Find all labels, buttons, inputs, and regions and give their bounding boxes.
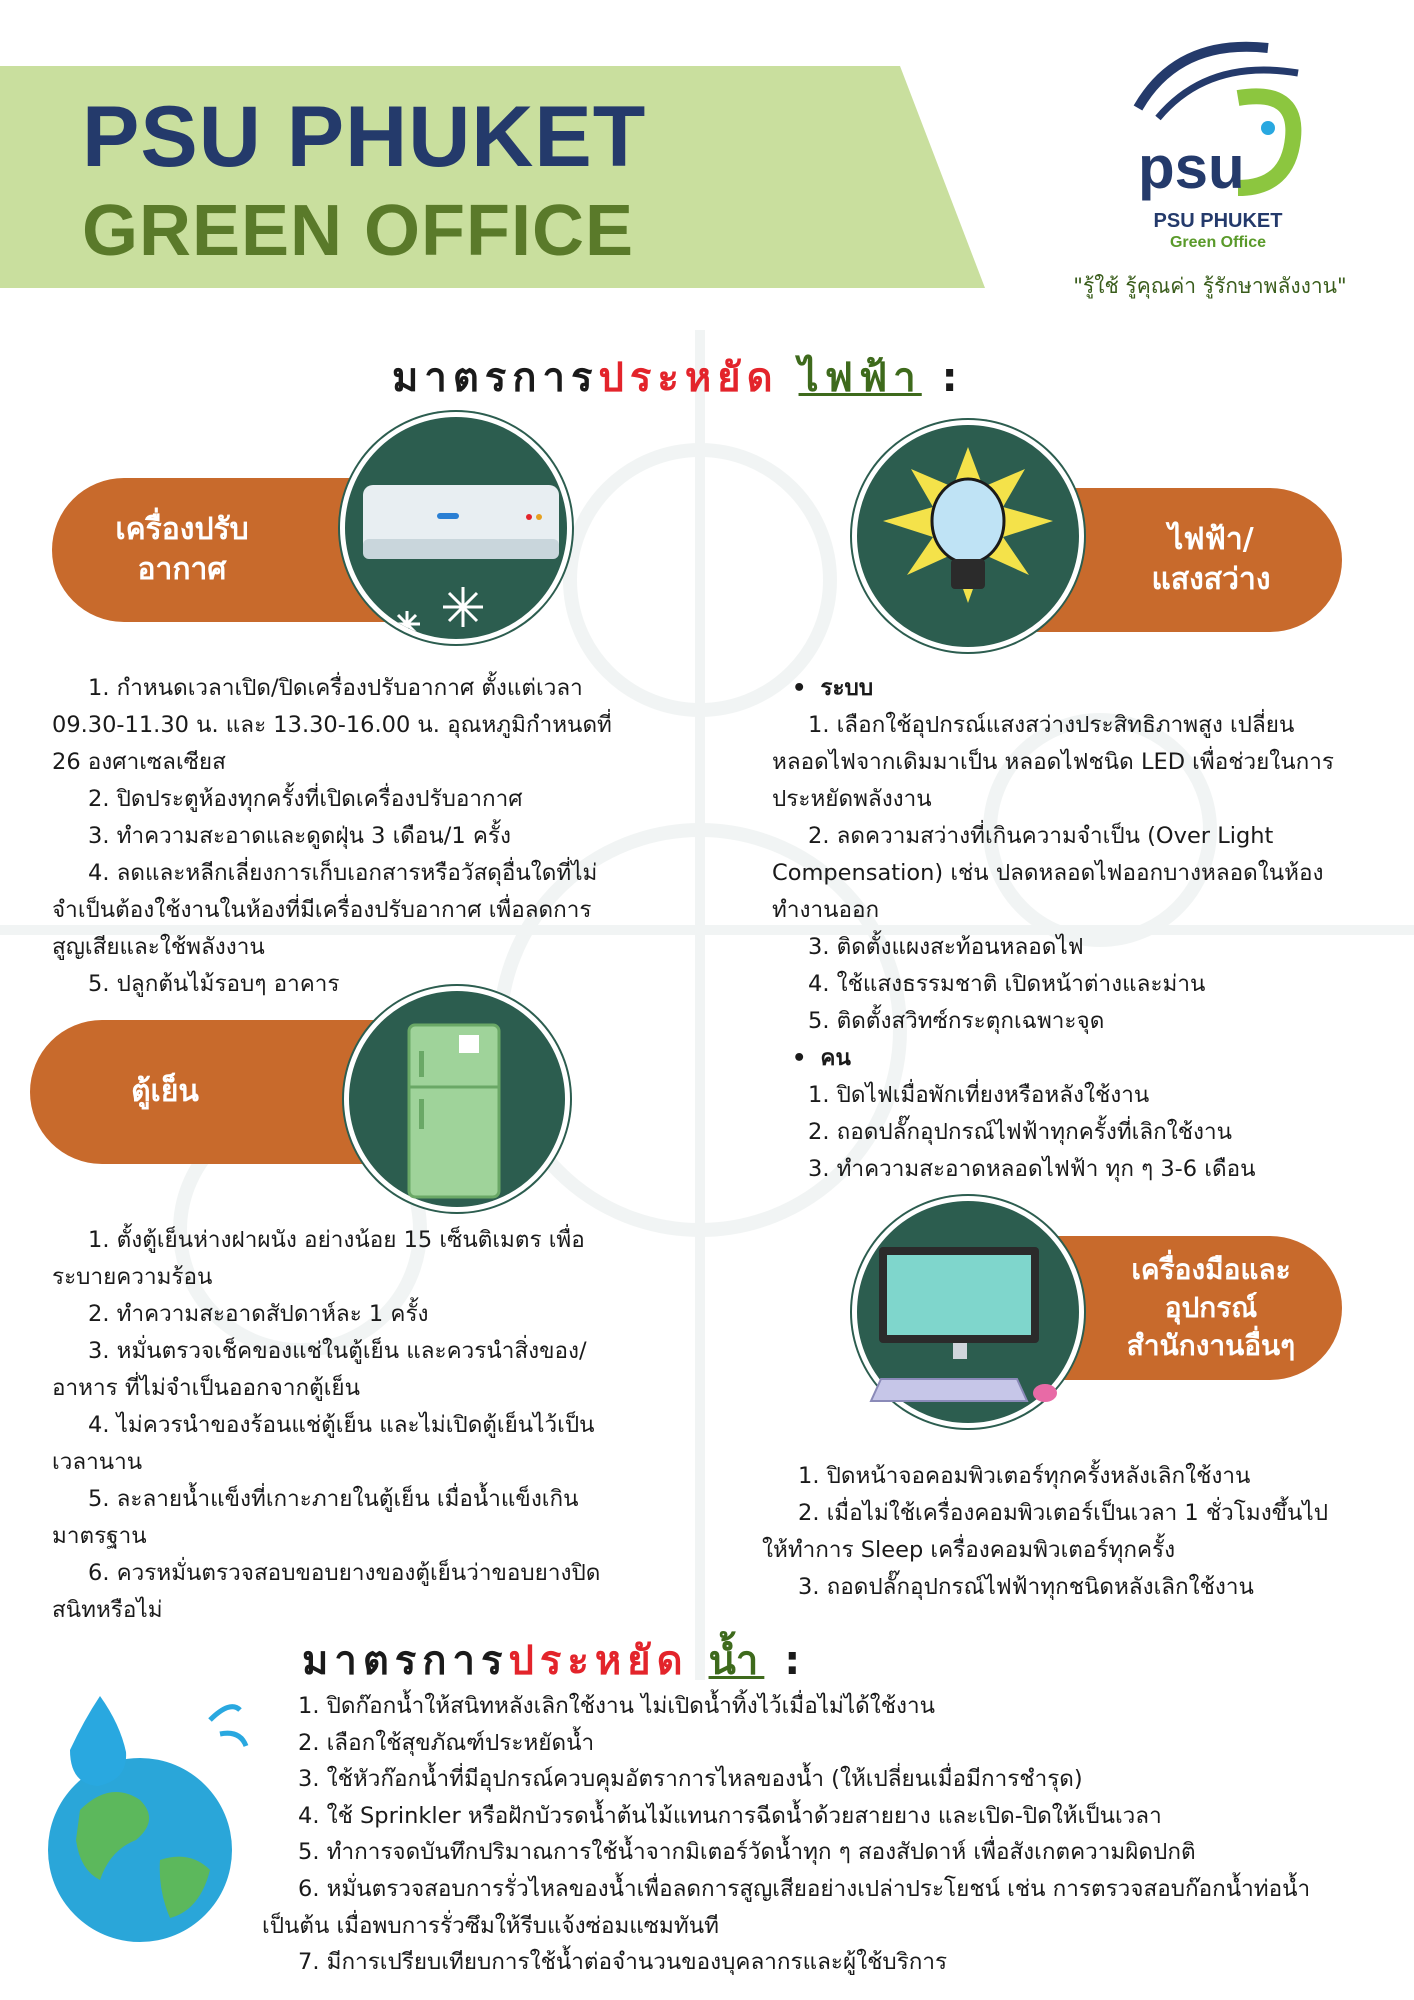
office-equipment-label: เครื่องมือและ อุปกรณ์ สำนักงานอื่นๆ	[880, 1236, 1342, 1380]
list-item: 3. ถอดปลั๊กอุปกรณ์ไฟฟ้าทุกชนิดหลังเลิกใช้งาน	[798, 1574, 1254, 1600]
air-conditioner-list	[52, 670, 622, 1003]
lighting-circle	[852, 420, 1084, 652]
refrigerator-label: ตู้เย็น	[30, 1020, 520, 1164]
slogan: "รู้ใช้ รู้คุณค่า รู้รักษาพลังงาน"	[1073, 274, 1347, 298]
air-conditioner-label: เครื่องปรับ อากาศ	[52, 478, 532, 622]
page-title-line2: GREEN OFFICE	[82, 191, 635, 271]
list-item: 1. ปิดไฟเมื่อพักเที่ยงหรือหลังใช้งาน	[808, 1082, 1150, 1108]
light-bulb-icon	[857, 425, 1079, 647]
electricity-heading: มาตรการประหยัด ไฟฟ้า :	[392, 355, 964, 401]
refrigerator-circle	[344, 986, 570, 1212]
list-item: 2. ลดความสว่างที่เกินความจำเป็น (Over Light Compensation) เช่น ปลดหลอดไฟออกบางหลอดในห้องทำงานออก	[772, 823, 1324, 923]
list-heading-system: • ระบบ	[772, 670, 1347, 707]
list-item: 1. เลือกใช้อุปกรณ์แสงสว่างประสิทธิภาพสูง เปลี่ยนหลอดไฟจากเดิมมาเป็น หลอดไฟชนิด LED เพื่อช่วยในการประหยัดพลังงาน	[772, 712, 1335, 812]
page-title-line1: PSU PHUKET	[82, 89, 647, 185]
list-item: 4. ลดและหลีกเลี่ยงการเก็บเอกสารหรือวัสดุอื่นใดที่ไม่จำเป็นต้องใช้งานในห้องที่มีเครื่องปรับอากาศ เพื่อลดการสูญเสียและใช้พลังงาน	[52, 860, 598, 960]
lighting-label: ไฟฟ้า/ แสงสว่าง	[880, 488, 1342, 632]
list-item: 4. ไม่ควรนำของร้อนแช่ตู้เย็น และไม่เปิดตู้เย็นไว้เป็นเวลานาน	[52, 1412, 595, 1475]
list-item: 7. มีการเปรียบเทียบการใช้น้ำต่อจำนวนของบุคลากรและผู้ใช้บริการ	[298, 1949, 948, 1976]
earth-water-drop-icon	[40, 1690, 250, 1950]
svg-text:psu: psu	[1138, 134, 1245, 201]
logo-text-green-office: Green Office	[1169, 234, 1267, 251]
computer-icon	[857, 1201, 1079, 1423]
list-item: 4. ใช้ Sprinkler หรือฝักบัวรดน้ำต้นไม้แทนการฉีดน้ำด้วยสายยาง และเปิด-ปิดให้เป็นเวลา	[298, 1802, 1162, 1829]
list-item: 5. ติดตั้งสวิทซ์กระตุกเฉพาะจุด	[808, 1008, 1105, 1034]
list-item: 2. ปิดประตูห้องทุกครั้งที่เปิดเครื่องปรับอากาศ	[88, 786, 523, 812]
office-equipment-circle	[852, 1196, 1084, 1428]
list-item: 1. ปิดก๊อกน้ำให้สนิทหลังเลิกใช้งาน ไม่เปิดน้ำทิ้งไว้เมื่อไม่ได้ใช้งาน	[298, 1693, 936, 1719]
list-item: 5. ทำการจดบันทึกปริมาณการใช้น้ำจากมิเตอร์วัดน้ำทุก ๆ สองสัปดาห์ เพื่อสังเกตความผิดปกติ	[298, 1839, 1196, 1866]
list-item: 1. ตั้งตู้เย็นห่างฝาผนัง อย่างน้อย 15 เซ็นติเมตร เพื่อระบายความร้อน	[52, 1227, 585, 1290]
list-item: 1. ปิดหน้าจอคอมพิวเตอร์ทุกครั้งหลังเลิกใช้งาน	[798, 1463, 1251, 1489]
list-item: 3. ติดตั้งแผงสะท้อนหลอดไฟ	[808, 934, 1084, 960]
list-heading-people: • คน	[772, 1040, 1347, 1077]
list-item: 5. ปลูกต้นไม้รอบๆ อาคาร	[88, 971, 340, 997]
office-equipment-list	[762, 1458, 1352, 1606]
air-conditioner-icon	[345, 417, 572, 644]
refrigerator-icon	[349, 991, 565, 1207]
list-item: 3. หมั่นตรวจเช็คของแช่ในตู้เย็น และควรนำสิ่งของ/อาหาร ที่ไม่จำเป็นออกจากตู้เย็น	[52, 1338, 587, 1401]
list-item: 4. ใช้แสงธรรมชาติ เปิดหน้าต่างและม่าน	[808, 971, 1206, 997]
list-item: 2. เมื่อไม่ใช้เครื่องคอมพิวเตอร์เป็นเวลา 1 ชั่วโมงขึ้นไป ให้ทำการ Sleep เครื่องคอมพิวเตอร์ทุกครั้ง	[762, 1500, 1329, 1563]
list-item: 2. ทำความสะอาดสัปดาห์ละ 1 ครั้ง	[88, 1301, 429, 1327]
list-item: 3. ทำความสะอาดและดูดฝุ่น 3 เดือน/1 ครั้ง	[88, 823, 511, 849]
water-heading: มาตรการประหยัด น้ำ :	[302, 1638, 807, 1684]
list-item: 2. ถอดปลั๊กอุปกรณ์ไฟฟ้าทุกครั้งที่เลิกใช้งาน	[808, 1119, 1233, 1145]
water-list	[262, 1688, 1352, 1981]
list-item: 6. ควรหมั่นตรวจสอบขอบยางของตู้เย็นว่าขอบยางปิดสนิทหรือไม่	[52, 1560, 601, 1623]
list-item: 5. ละลายน้ำแข็งที่เกาะภายในตู้เย็น เมื่อน้ำแข็งเกินมาตรฐาน	[52, 1486, 579, 1549]
list-item: 6. หมั่นตรวจสอบการรั่วไหลของน้ำเพื่อลดการสูญเสียอย่างเปล่าประโยชน์ เช่น การตรวจสอบก๊อกน้ำท่อน้ำ เป็นต้น เมื่อพบการรั่วซึมให้รีบแจ้งซ่อมแซมทันที	[262, 1875, 1311, 1939]
list-item: 3. ทำความสะอาดหลอดไฟฟ้า ทุก ๆ 3-6 เดือน	[808, 1156, 1256, 1182]
list-item: 3. ใช้หัวก๊อกน้ำที่มีอุปกรณ์ควบคุมอัตราการไหลของน้ำ (ให้เปลี่ยนเมื่อมีการชำรุด)	[298, 1766, 1083, 1793]
refrigerator-list	[52, 1222, 622, 1629]
list-item: 2. เลือกใช้สุขภัณฑ์ประหยัดน้ำ	[298, 1729, 595, 1756]
list-item: 1. กำหนดเวลาเปิด/ปิดเครื่องปรับอากาศ ตั้งแต่เวลา 09.30-11.30 น. และ 13.30-16.00 น. อุณหภูมิกำหนดที่ 26 องศาเซลเซียส	[52, 675, 612, 775]
air-conditioner-circle	[340, 412, 572, 644]
logo-text-psu-phuket: PSU PHUKET	[1153, 210, 1283, 232]
lighting-list	[772, 670, 1347, 1188]
